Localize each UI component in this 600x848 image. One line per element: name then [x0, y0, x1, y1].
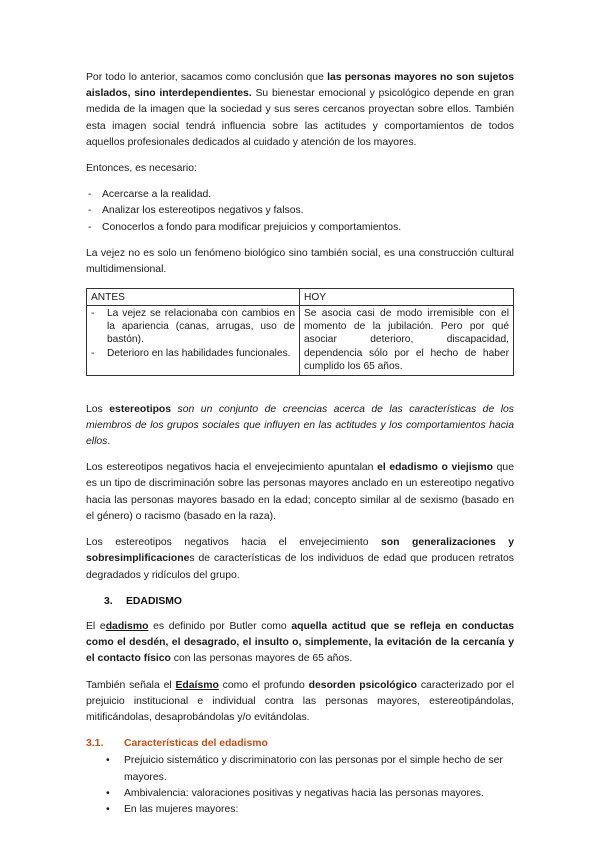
list-item: • En las mujeres mayores:	[86, 802, 514, 818]
table-cell-antes	[87, 305, 300, 375]
list-item: - Acercarse a la realidad.	[86, 187, 514, 203]
document-page	[86, 70, 514, 818]
paragraph-necesario: Entonces, es necesario:	[86, 163, 197, 175]
paragraph-generalizaciones: Los estereotipos negativos hacia el envejecimiento son generalizaciones y sobresimplificaciones de características de los individuos de edad que producen retratos degradados y ridículos del grupo.	[86, 537, 515, 581]
table-header-hoy: HOY	[300, 289, 514, 305]
list-item: - Conocerlos a fondo para modificar prejuicios y comportamientos.	[86, 220, 514, 236]
table-header-antes: ANTES	[87, 289, 300, 305]
list-item: • Prejuicio sistemático y discriminatorio con las personas por el simple hecho de ser mayores.	[86, 753, 514, 785]
list-item: - La vejez se relacionaba con cambios en la apariencia (canas, arrugas, uso de bastón).	[91, 307, 295, 347]
comparison-table	[86, 288, 514, 375]
table-cell-hoy: Se asocia casi de modo irremisible con el momento de la jubilación. Pero por qué asociar deterioro, discapacidad, dependencia sólo por el hecho de haber cumplido los 65 años.	[300, 305, 514, 375]
paragraph-estereotipos: Los estereotipos son un conjunto de creencias acerca de las características de los miembros de los grupos sociales que influyen en las actitudes y los comportamientos hacia ellos.	[86, 403, 515, 448]
subsection-heading-caracteristicas: 3.1. Características del edadismo	[86, 738, 268, 750]
features-list	[86, 753, 514, 818]
paragraph-edadismo-intro: Los estereotipos negativos hacia el envejecimiento apuntalan el edadismo o viejismo que es un tipo de discriminación sobre las personas mayores anclado en un estereotipo negativo hacia las personas mayores basado en la edad; concepto similar al de sexismo (basado en el género) o racismo (basado en la raza).	[86, 462, 514, 522]
list-item: • Ambivalencia: valoraciones positivas y negativas hacia las personas mayores.	[86, 786, 514, 802]
paragraph-conclusion: Por todo lo anterior, sacamos como conclusión que las personas mayores no son sujetos aislados, sino interdependientes. Su bienestar emocional y psicológico depende en gran medida de la imagen que la sociedad y sus seres cercanos proyectan sobre ellos. También esta imagen social tendrá influencia sobre las actitudes y comportamientos de todos aquellos profesionales dedicados al cuidado y atención de los mayores.	[86, 72, 515, 148]
paragraph-vejez: La vejez no es solo un fenómeno biológico sino también social, es una construcción cultural multidimensional.	[86, 247, 514, 276]
paragraph-edaismo: También señala el Edaísmo como el profundo desorden psicológico caracterizado por el prejuicio institucional e individual contra las personas mayores, estereotipándolas, mitificándolas, desaprobándolas y/o evitándolas.	[86, 679, 515, 723]
list-item: - Analizar los estereotipos negativos y falsos.	[86, 203, 514, 219]
needs-list	[86, 187, 514, 236]
list-item: - Deterioro en las habilidades funcionales.	[91, 347, 295, 360]
paragraph-butler: El edadismo es definido por Butler como aquella actitud que se refleja en conductas como el desdén, el desagrado, el insulto o, simplemente, la evitación de la cercanía y el contacto físico con las personas mayores de 65 años.	[86, 620, 515, 665]
section-heading-edadismo: 3. EDADISMO	[104, 595, 182, 607]
